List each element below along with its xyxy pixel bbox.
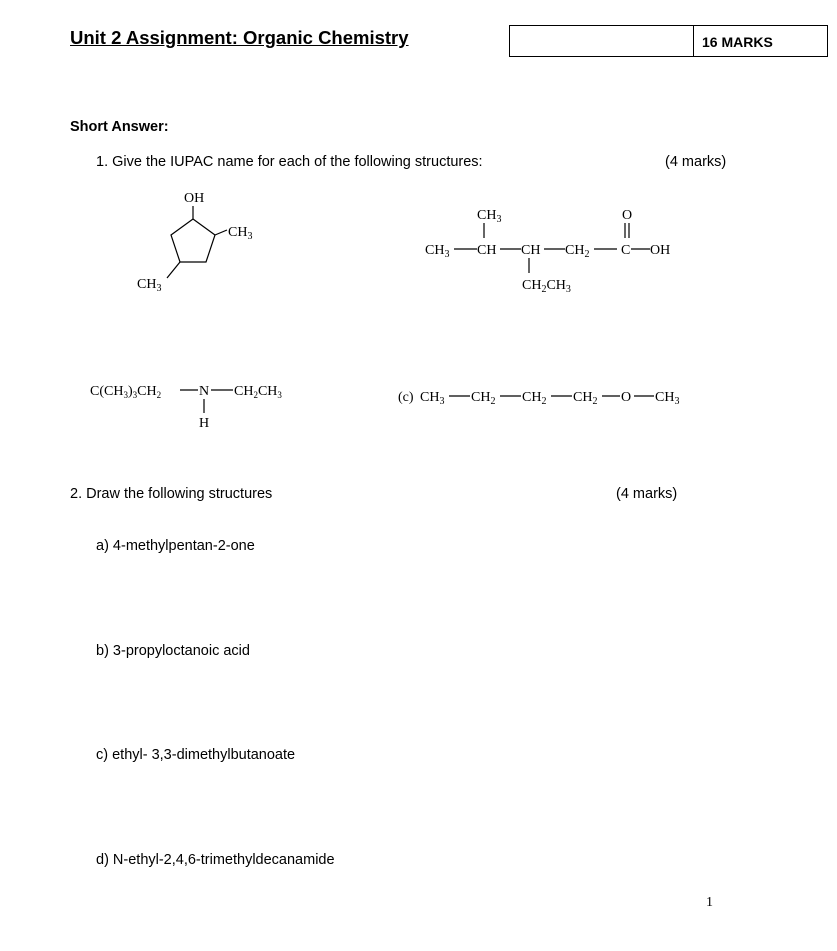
page-title: Unit 2 Assignment: Organic Chemistry bbox=[70, 27, 409, 48]
structure-b bbox=[420, 200, 700, 300]
page-number: 1 bbox=[706, 895, 713, 910]
structure-b-oh: OH bbox=[650, 243, 671, 258]
question-2-prompt: 2. Draw the following structures bbox=[70, 486, 273, 502]
structure-d bbox=[398, 382, 698, 412]
structure-a-ch3-left: $CH_3$ bbox=[137, 277, 162, 294]
structure-b-c: C bbox=[621, 243, 631, 258]
structure-a-ch3-bond-left bbox=[167, 262, 180, 278]
structure-a-oh: OH bbox=[184, 191, 205, 206]
structure-d-label: (c) bbox=[398, 390, 414, 405]
question-2-marks: (4 marks) bbox=[616, 486, 678, 502]
structure-a-ch3-bond-right bbox=[215, 230, 227, 235]
structure-c-right-group: $CH_2CH_3$ bbox=[234, 384, 282, 400]
structure-c-n: N bbox=[199, 384, 210, 399]
structure-b-chain-ch3: $CH_3$ bbox=[425, 243, 450, 260]
structure-b-ch-1: CH bbox=[477, 243, 497, 258]
structure-d-group-3: $CH_2$ bbox=[522, 390, 547, 407]
structure-c-left-group: $C(CH_3)_3CH_2$ bbox=[90, 384, 162, 400]
structure-d-group-5: $CH_3$ bbox=[655, 390, 680, 407]
question-1-prompt: 1. Give the IUPAC name for each of the following structures: bbox=[96, 154, 483, 170]
structure-d-o: O bbox=[621, 390, 632, 405]
structure-b-top-ch3: $CH_3$ bbox=[477, 208, 502, 225]
question-2-item-b: b) 3-propyloctanoic acid bbox=[96, 643, 250, 659]
total-marks-box: 16 MARKS bbox=[694, 25, 828, 57]
structure-c-h: H bbox=[199, 416, 210, 431]
structure-a-ring bbox=[120, 180, 280, 300]
question-2-item-a: a) 4-methylpentan-2-one bbox=[96, 538, 255, 554]
question-2-item-d: d) N-ethyl-2,4,6-trimethyldecanamide bbox=[96, 852, 335, 868]
structure-b-o: O bbox=[622, 208, 633, 223]
structure-c bbox=[90, 375, 320, 435]
name-field-box[interactable] bbox=[509, 25, 694, 57]
structure-b-branch: $CH_2CH_3$ bbox=[522, 278, 571, 295]
structure-d-group-2: $CH_2$ bbox=[471, 390, 496, 407]
structure-d-group-1: $CH_3$ bbox=[420, 390, 445, 407]
structure-a-ring-polygon bbox=[171, 219, 215, 262]
question-2-item-c: c) ethyl- 3,3-dimethylbutanoate bbox=[96, 747, 296, 763]
structure-a-ch3-right: $CH_3$ bbox=[228, 225, 253, 242]
structure-b-ch2: $CH_2$ bbox=[565, 243, 590, 260]
structure-b-ch-2: CH bbox=[521, 243, 541, 258]
question-1-marks: (4 marks) bbox=[665, 154, 727, 170]
section-title: Short Answer: bbox=[70, 119, 169, 135]
structure-d-group-4: $CH_2$ bbox=[573, 390, 598, 407]
